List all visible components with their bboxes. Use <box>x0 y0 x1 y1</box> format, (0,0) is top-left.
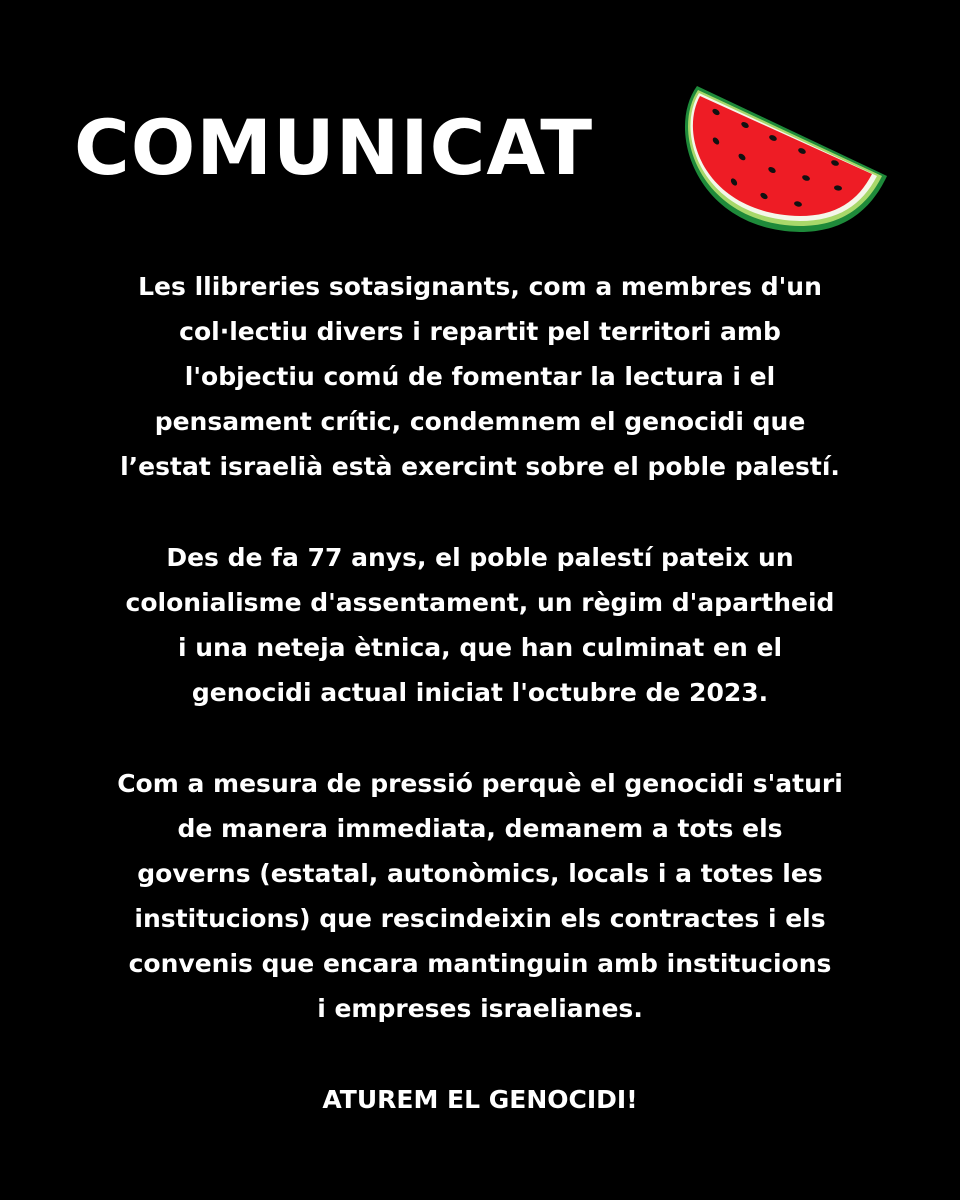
paragraph-3 <box>40 761 920 1031</box>
closing-slogan-line: ATUREM EL GENOCIDI! <box>322 1085 638 1114</box>
paragraph-2-line: colonialisme d'assentament, un règim d'apartheid <box>125 588 835 617</box>
page-title: COMUNICAT <box>74 103 594 192</box>
paragraph-2-line: i una neteja ètnica, que han culminat en el <box>177 633 783 662</box>
paragraph-3-line: governs (estatal, autonòmics, locals i a totes les <box>137 859 823 888</box>
paragraph-1-line: Les llibreries sotasignants, com a membres d'un <box>138 272 822 301</box>
paragraph-3-line: i empreses israelianes. <box>317 994 643 1023</box>
closing-slogan <box>40 1077 920 1122</box>
watermelon-icon <box>674 80 890 236</box>
paragraph-2-line: Des de fa 77 anys, el poble palestí pateix un <box>166 543 794 572</box>
header <box>0 0 960 240</box>
paragraph-1-line: col·lectiu divers i repartit pel territori amb <box>179 317 781 346</box>
paragraph-1-line: l'objectiu comú de fomentar la lectura i el <box>184 362 776 391</box>
paragraph-3-line: convenis que encara mantinguin amb institucions <box>128 949 832 978</box>
paragraph-2 <box>40 535 920 715</box>
paragraph-1-line: l’estat israelià està exercint sobre el poble palestí. <box>120 452 840 481</box>
paragraph-3-line: de manera immediata, demanem a tots els <box>177 814 783 843</box>
paragraph-3-line: institucions) que rescindeixin els contractes i els <box>134 904 826 933</box>
paragraph-1 <box>40 264 920 489</box>
paragraph-1-line: pensament crític, condemnem el genocidi que <box>154 407 806 436</box>
paragraph-3-line: Com a mesura de pressió perquè el genocidi s'aturi <box>117 769 843 798</box>
paragraph-2-line: genocidi actual iniciat l'octubre de 2023. <box>191 678 769 707</box>
statement-body <box>40 264 920 1122</box>
